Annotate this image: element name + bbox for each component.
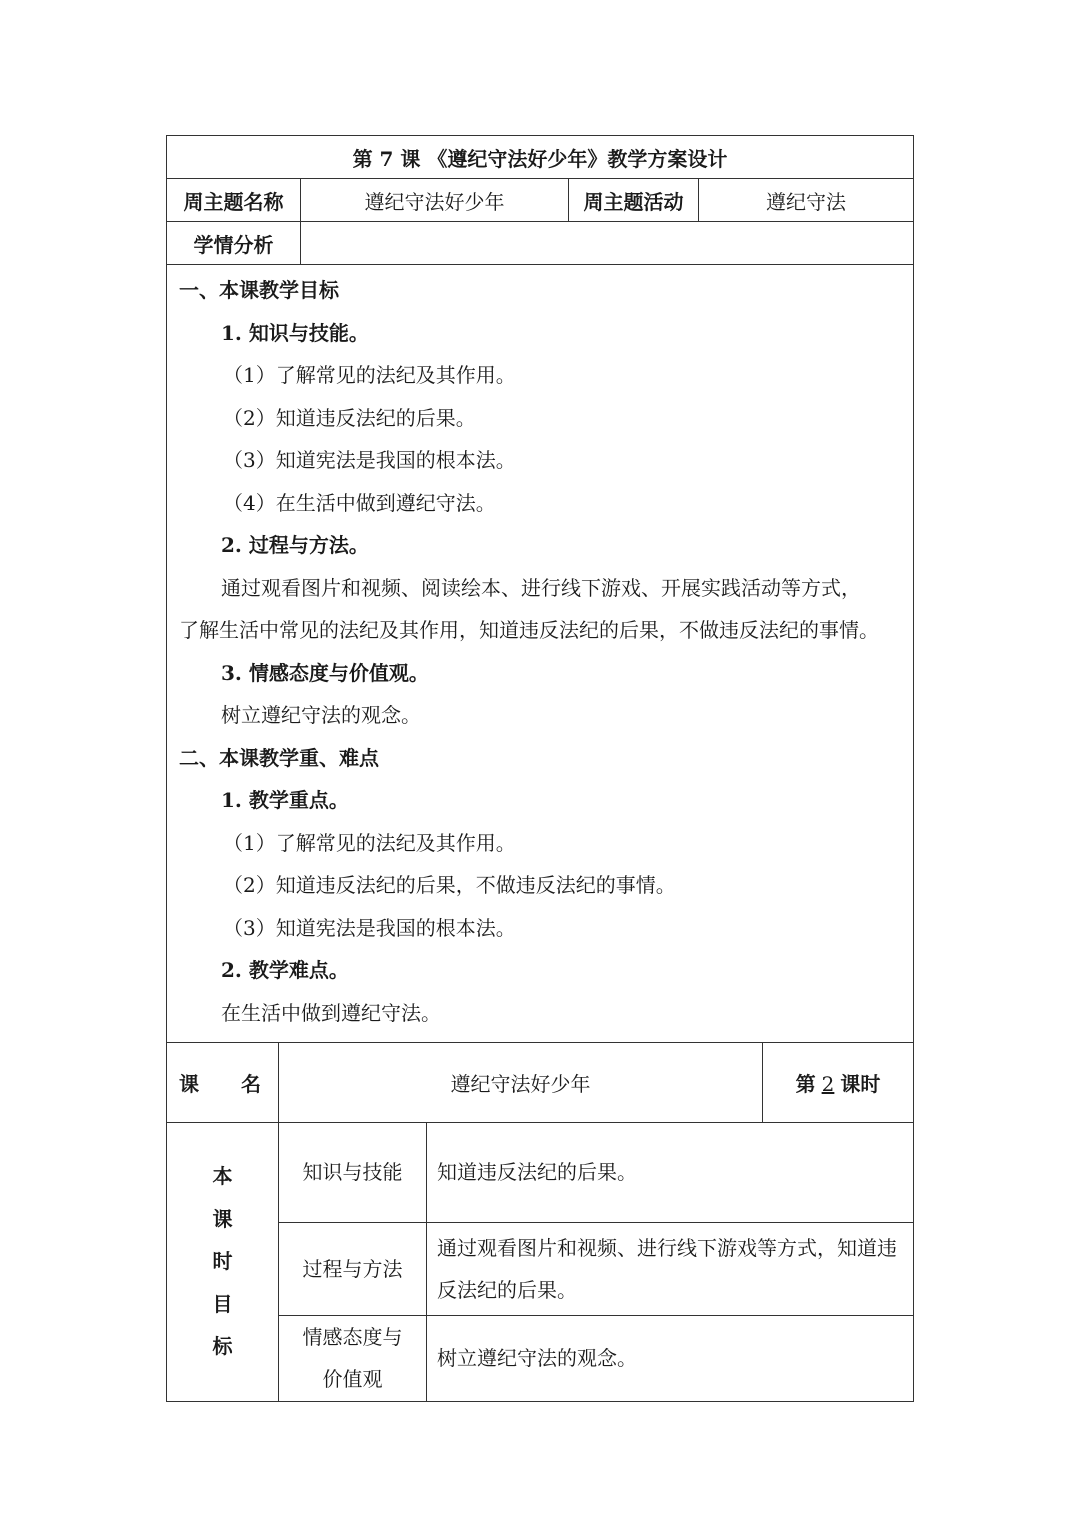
vertical-char: 时 [212, 1249, 233, 1274]
process-text: 通过观看图片和视频、阅读绘本、进行线下游戏、开展实践活动等方式， [221, 575, 861, 600]
period-prefix: 第 [795, 1071, 816, 1096]
knowledge-item: （1）了解常见的法纪及其作用。 [223, 363, 516, 387]
key-point-item: （3）知道宪法是我国的根本法。 [223, 915, 516, 940]
lesson-period [763, 1042, 914, 1122]
week-theme-value: 遵纪守法好少年 [301, 179, 569, 222]
lesson-table [166, 1042, 914, 1402]
key-point-item: （2）知道违反法纪的后果，不做违反法纪的事情。 [223, 873, 676, 897]
knowledge-heading: 1. 知识与技能。 [221, 320, 369, 345]
difficult-points-heading: 2. 教学难点。 [221, 958, 349, 982]
objective-category: 知识与技能 [279, 1122, 427, 1222]
objective-category [279, 1315, 427, 1401]
student-analysis-value [301, 222, 914, 265]
lesson-name-value: 遵纪守法好少年 [279, 1042, 763, 1122]
objective-description: 树立遵纪守法的观念。 [427, 1315, 914, 1401]
objective-category-line: 价值观 [322, 1367, 383, 1391]
week-activity-value: 遵纪守法 [699, 179, 914, 222]
vertical-char: 课 [212, 1206, 233, 1231]
objective-description: 知道违反法纪的后果。 [427, 1122, 914, 1222]
goals-heading: 一、本课教学目标 [179, 278, 339, 302]
emotion-heading: 3. 情感态度与价值观。 [221, 660, 429, 685]
vertical-char: 本 [212, 1164, 233, 1189]
lesson-plan-document [166, 135, 913, 1402]
week-theme-label: 周主题名称 [167, 179, 301, 222]
objective-category-line: 情感态度与 [302, 1325, 403, 1349]
header-table [166, 135, 914, 1043]
knowledge-item: （3）知道宪法是我国的根本法。 [223, 448, 516, 472]
goals-section [167, 265, 914, 1043]
difficult-point-text: 在生活中做到遵纪守法。 [221, 1000, 441, 1025]
knowledge-item: （2）知道违反法纪的后果。 [223, 405, 476, 430]
lesson-name-label-part1: 课 [179, 1071, 199, 1096]
student-analysis-label: 学情分析 [167, 222, 301, 265]
process-heading: 2. 过程与方法。 [221, 533, 369, 557]
process-text-continued: 了解生活中常见的法纪及其作用，知道违反法纪的后果，不做违反法纪的事情。 [179, 618, 879, 642]
period-number: 2 [821, 1071, 835, 1096]
document-title: 第 7 课 《遵纪守法好少年》教学方案设计 [167, 136, 914, 179]
vertical-char: 标 [212, 1334, 233, 1359]
lesson-name-label [167, 1042, 279, 1122]
lesson-name-label-part2: 名 [241, 1071, 261, 1096]
objectives-vertical-label [167, 1122, 279, 1401]
week-activity-label: 周主题活动 [569, 179, 699, 222]
focus-heading: 二、本课教学重、难点 [179, 745, 379, 770]
period-suffix: 课时 [840, 1071, 881, 1096]
key-points-heading: 1. 教学重点。 [221, 788, 349, 812]
key-point-item: （1）了解常见的法纪及其作用。 [223, 830, 516, 855]
knowledge-item: （4）在生活中做到遵纪守法。 [223, 490, 496, 515]
emotion-text: 树立遵纪守法的观念。 [221, 703, 421, 727]
objective-description: 通过观看图片和视频、进行线下游戏等方式，知道违反法纪的后果。 [427, 1222, 914, 1315]
vertical-char: 目 [212, 1291, 233, 1316]
objective-category: 过程与方法 [279, 1222, 427, 1315]
